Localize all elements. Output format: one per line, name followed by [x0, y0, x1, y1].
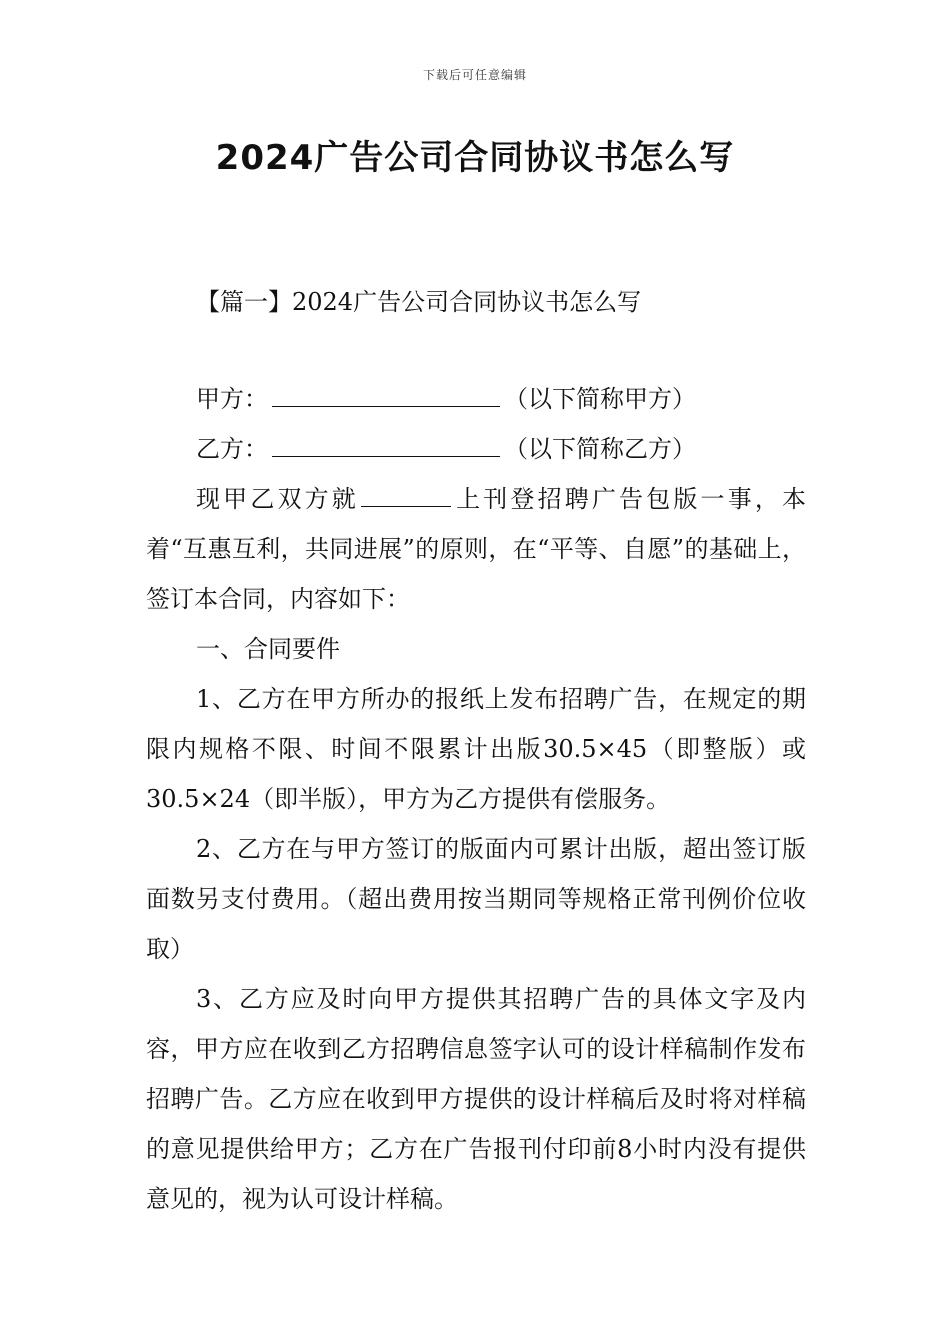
party-a-blank — [272, 384, 500, 407]
clause-3: 3、乙方应及时向甲方提供其招聘广告的具体文字及内容，甲方应在收到乙方招聘信息签字认可的设计样稿制作发布招聘广告。乙方应在收到甲方提供的设计样稿后及时将对样稿的意见提供给甲方；乙方在广告报刊付印前8小时内没有提供意见的，视为认可设计样稿。 — [146, 985, 806, 1213]
intro-blank — [361, 484, 451, 507]
party-b-line — [146, 424, 806, 474]
party-b-blank — [272, 434, 500, 457]
clause-1: 1、乙方在甲方所办的报纸上发布招聘广告，在规定的期限内规格不限、时间不限累计出版30.5×45（即整版）或30.5×24（即半版），甲方为乙方提供有偿服务。 — [146, 685, 806, 813]
party-b-label: 乙方： — [196, 435, 268, 463]
clause-2: 2、乙方在与甲方签订的版面内可累计出版，超出签订版面数另支付费用。（超出费用按当期同等规格正常刊例价位收取） — [146, 835, 806, 963]
party-a-suffix: （以下简称甲方） — [504, 385, 696, 413]
document-body — [146, 374, 806, 1224]
intro-before-blank: 现甲乙双方就 — [196, 485, 359, 513]
party-a-line — [146, 374, 806, 424]
party-b-suffix: （以下简称乙方） — [504, 435, 696, 463]
document-title: 2024广告公司合同协议书怎么写 — [215, 138, 735, 178]
header-note: 下载后可任意编辑 — [422, 68, 527, 82]
clause-heading: 一、合同要件 — [196, 635, 340, 663]
section-title: 【篇一】2024广告公司合同协议书怎么写 — [196, 288, 642, 316]
intro-after-blank: 上刊登招聘广告包版一事，本着“互惠互利，共同进展”的原则，在“平等、自愿”的基础上，签订本合同，内容如下： — [146, 485, 807, 613]
intro-paragraph — [146, 474, 806, 624]
party-a-label: 甲方： — [196, 385, 268, 413]
